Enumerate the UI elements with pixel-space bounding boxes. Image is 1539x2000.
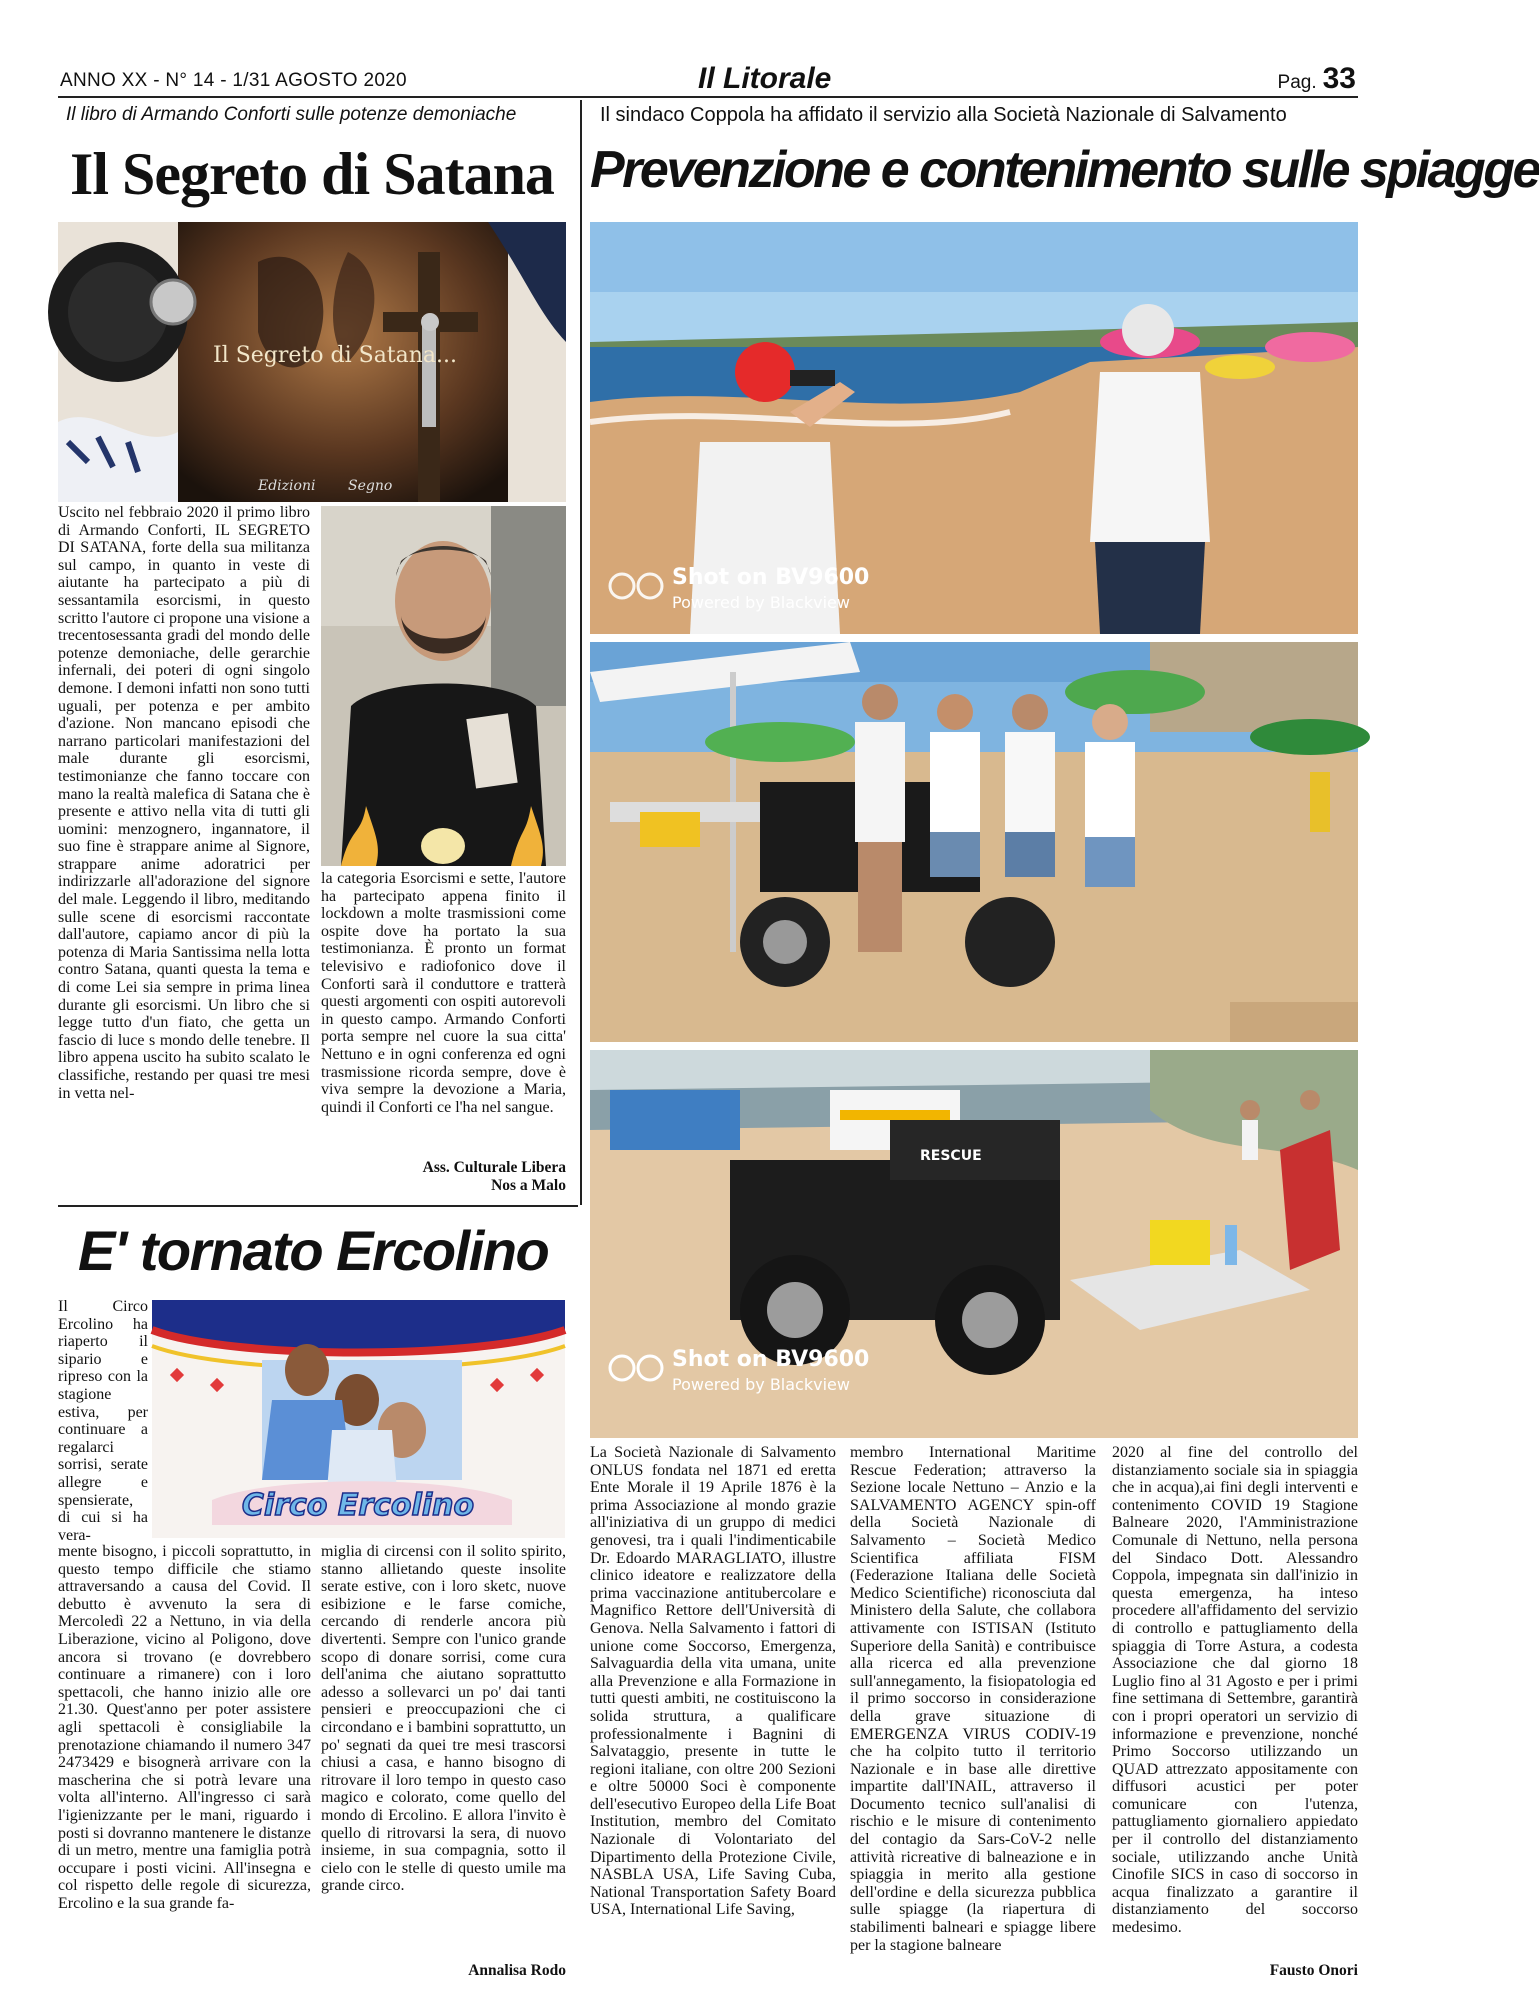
circus-poster <box>152 1300 565 1538</box>
newspaper-name: Il Litorale <box>698 62 832 95</box>
satana-column-1: Uscito nel febbraio 2020 il primo libro di Armando Conforti, IL SEGRETO DI SATANA, forte della sua militanza sul campo, in quanto in veste di aiutante ha partecipato a più di sessantamila esorcismi, in questo scritto l'autore ci propone una visione a trecentosessanta gradi del mondo delle potenze demoniache, delle gerarchie infernali, dei poteri di ogni singolo demone. I demoni infatti non sono tutti uguali, per potenza e per ambito d'azione. Non mancano episodi che narrano particolari manifestazioni del male durante gli esorcismi, testimonianze che fanno toccare con mano la realtà malefica di Satana che è presente e attivo nella vita di tutti gli uomini: menzognero, ingannatore, il suo fine è strappare anime al Signore, strappare anime adoratrici per indirizzarle all'adorazione del signore del male. Leggendo il libro, meditando sulle scene di esorcismi raccontate dall'autore, capiamo ancor di più la potenza di Maria Santissima nella lotta contro Satana, quanti questa la tema e di come Lei sia sempre in prima linea durante gli esorcismi. Un libro che si legge tutto d'un fiato, che getta un fascio di luce s mondo delle tenebre. Il libro appena uscito ha subito scalato le classifiche, restando per quasi tre mesi in vetta nel- <box>58 504 310 1102</box>
page-number <box>1278 62 1356 96</box>
ercolino-column-1b: mente bisogno, i piccoli soprattutto, in questo tempo difficile che stiamo attraversando a causa del Covid. Il debutto è avvenuto la sera di Mercoledì 22 a Nettuno, in via della Liberazione, vicino al Poligono, dove ancora si trovano (e dovrebbero continuare a rimanere) con i loro spettacoli, che hanno inizio alle ore 21.30. Quest'anno per poter assistere agli spettacoli è consigliabile la prenotazione chiamando il numero 347 2473429 e bisognerà arrivare con la mascherina che si potrà levare una volta all'interno. All'ingresso ci sarà l'igienizzante per le mani, riguardo i posti si dovranno mantenere le distanze di un metro, mentre una famiglia potrà occupare i posti vicini. All'insegna e col rispetto delle regole di sicurezza, Ercolino e la sua grande fa- <box>58 1543 311 1912</box>
ercolino-headline: E' tornato Ercolino <box>78 1219 549 1282</box>
column-divider <box>580 100 582 1205</box>
spiagge-signature: Fausto Onori <box>1269 1962 1358 1979</box>
spiagge-column-3: 2020 al fine del controllo del distanziamento sociale sia in spiaggia che in acqua),ai fini degli interventi e contenimento COVID 19 Stagione Balneare 2020, l'Amministrazione Comunale di Nettuno, nella persona del Sindaco Dott. Alessandro Coppola, impegnata sin dall'inizio in questa emergenza, ha inteso procedere all'affidamento del servizio di controllo e pattugliamento della spiaggia di Torre Astura, a codesta Associazione che dal giorno 18 Luglio fino al 31 Agosto e per i primi fine settimana di Settembre, garantirà con i propri operatori un servizio di informazione e prevenzione, nonché Primo Soccorso utilizzando un QUAD attrezzato appositamente con diffusori acustici per poter comunicare con l'utenza, pattugliamento giornaliero appiedato per il controllo del distanziamento sociale, utilizzando anche Unità Cinofile SICS in caso di soccorso in acqua finalizzato a garantire il distanziamento del soccorso medesimo. <box>1112 1444 1358 1937</box>
photo3-watermark-1: Shot on BV9600 <box>672 1347 870 1372</box>
circus-poster-text: Circo Ercolino <box>241 1488 475 1523</box>
satana-kicker: Il libro di Armando Conforti sulle potenze demoniache <box>66 104 517 125</box>
photo3-watermark-2: Powered by Blackview <box>672 1375 850 1394</box>
author-photo <box>321 506 566 866</box>
ercolino-column-1a: Il Circo Ercolino ha riaperto il sipario e ripreso con la stagione estiva, per continuare a regalarci sorrisi, serate allegre e spensierate, di cui si ha vera- <box>58 1298 148 1544</box>
satana-signature-line1: Ass. Culturale Libera <box>422 1159 566 1176</box>
beach-photo-2 <box>590 642 1358 1042</box>
photo1-watermark-1: Shot on BV9600 <box>672 565 870 590</box>
ercolino-column-2: miglia di circensi con il solito spirito, stanno allietando queste insolite serate estive, con i loro sketc, nuove esibizione e le farse comiche, cercando di renderle ancora più divertenti. Sempre con l'unico grande scopo di donare sorrisi, come cura dell'anima che aiutano soprattutto adesso a sollevarci un po' dai tanti pensieri e preoccupazioni che ci circondano e i bambini soprattutto, un po' segnati da quei tre mesi trascorsi chiusi a casa, e hanno bisogno di ritrovare il loro tempo in questo caso magico e colorato, come quello del mondo di Ercolino. E allora l'invito è quello di ritrovarsi la sera, di nuovo insieme, in sua compagnia, sotto il cielo con le stelle di questo umile ma grande circo. <box>321 1543 566 1895</box>
page-label: Pag. <box>1277 72 1317 93</box>
page-number-value: 33 <box>1322 62 1356 95</box>
book-publisher: Edizioni <box>258 478 316 494</box>
masthead <box>58 60 1358 98</box>
spiagge-column-2: membro International Maritime Rescue Federation; attraverso la Sezione locale Nettuno – Anzio e la SALVAMENTO AGENCY spin-off della Società Nazionale di Salvamento – Società Medico Scientifica affiliata FISM (Federazione Italiana delle Società Medico Scientifiche) riconosciuta dal Ministero della Salute, che collabora attivamente con ISTISAN (Istituto Superiore della Sanità) e contribuisce alla ricerca ed alla prevenzione sull'annegamento, la fisiopatologia ed il primo soccorso in considerazione della grave situazione di EMERGENZA VIRUS CODIV-19 che ha colpito tutto il territorio Nazionale e in base alle direttive impartite dall'INAIL, attraverso il Documento tecnico sull'analisi di rischio e le misure di contenimento del contagio da Sars-CoV-2 nelle attività ricreative di balneazione e in spiaggia in merito alla gestione dell'ordine e della sicurezza pubblica sulle spiagge (la riapertura di stabilimenti balneari e spiagge libere per la stagione balneare <box>850 1444 1096 1954</box>
quad-label: RESCUE <box>920 1148 982 1164</box>
photo1-watermark-2: Powered by Blackview <box>672 593 850 612</box>
book-cover-title: Il Segreto di Satana... <box>213 343 458 368</box>
book-cover-photo <box>58 222 566 502</box>
beach-photo-3 <box>590 1050 1358 1438</box>
satana-signature-line2: Nos a Malo <box>491 1177 566 1194</box>
spiagge-headline: Prevenzione e contenimento sulle spiagge <box>590 141 1539 199</box>
ercolino-signature: Annalisa Rodo <box>468 1962 566 1979</box>
satana-column-2: la categoria Esorcismi e sette, l'autore ha partecipato appena finito il lockdown a molte trasmissioni come ospite dove ha portato la sua testimonianza. È pronto un format televisivo e radiofonico dove il Conforti sarà il conduttore e tratterà questi argomenti con ospiti autorevoli in questo campo. Armando Conforti porta sempre nel cuore la sua citta' Nettuno e in ogni conferenza ed ogni trasmissione ricorda sempre, dove è viva sempre la devozione a Maria, quindi il Conforti ce l'ha nel sangue. <box>321 870 566 1116</box>
beach-photo-1 <box>590 222 1358 634</box>
article-divider <box>58 1205 578 1207</box>
spiagge-column-1: La Società Nazionale di Salvamento ONLUS fondata nel 1871 ed eretta Ente Morale il 19 Aprile 1876 è la prima Associazione al mondo grazie all'iniziativa di un gruppo di medici genovesi, tra i quali l'indimenticabile Dr. Edoardo MARAGLIATO, illustre clinico ideatore e realizzatore della prima vaccinazione antitubercolare e Magnifico Rettore dell'Università di Genova. Nella Salvamento i fattori di unione come Soccorso, Emergenza, Salvaguardia della vita umana, unite alla Prevenzione e alla Formazione in tutti questi ambiti, ne costituiscono la solida struttura, a qualificare professionalmente i Bagnini di Salvataggio, presente in tutte le regioni italiane, con oltre 200 Sezioni e oltre 50000 Soci è componente dell'esecutivo Europeo della Life Boat Institution, membro del Comitato Nazionale di Volontariato del Dipartimento della Protezione Civile, NASBLA USA, Life Saving Cuba, National Transportation Safety Board USA, International Life Saving, <box>590 1444 836 1919</box>
spiagge-kicker: Il sindaco Coppola ha affidato il servizio alla Società Nazionale di Salvamento <box>600 104 1287 126</box>
book-publisher2: Segno <box>348 478 393 494</box>
issue-info: ANNO XX - N° 14 - 1/31 AGOSTO 2020 <box>60 70 407 91</box>
satana-headline: Il Segreto di Satana <box>70 141 554 207</box>
satana-signature <box>321 1159 566 1195</box>
